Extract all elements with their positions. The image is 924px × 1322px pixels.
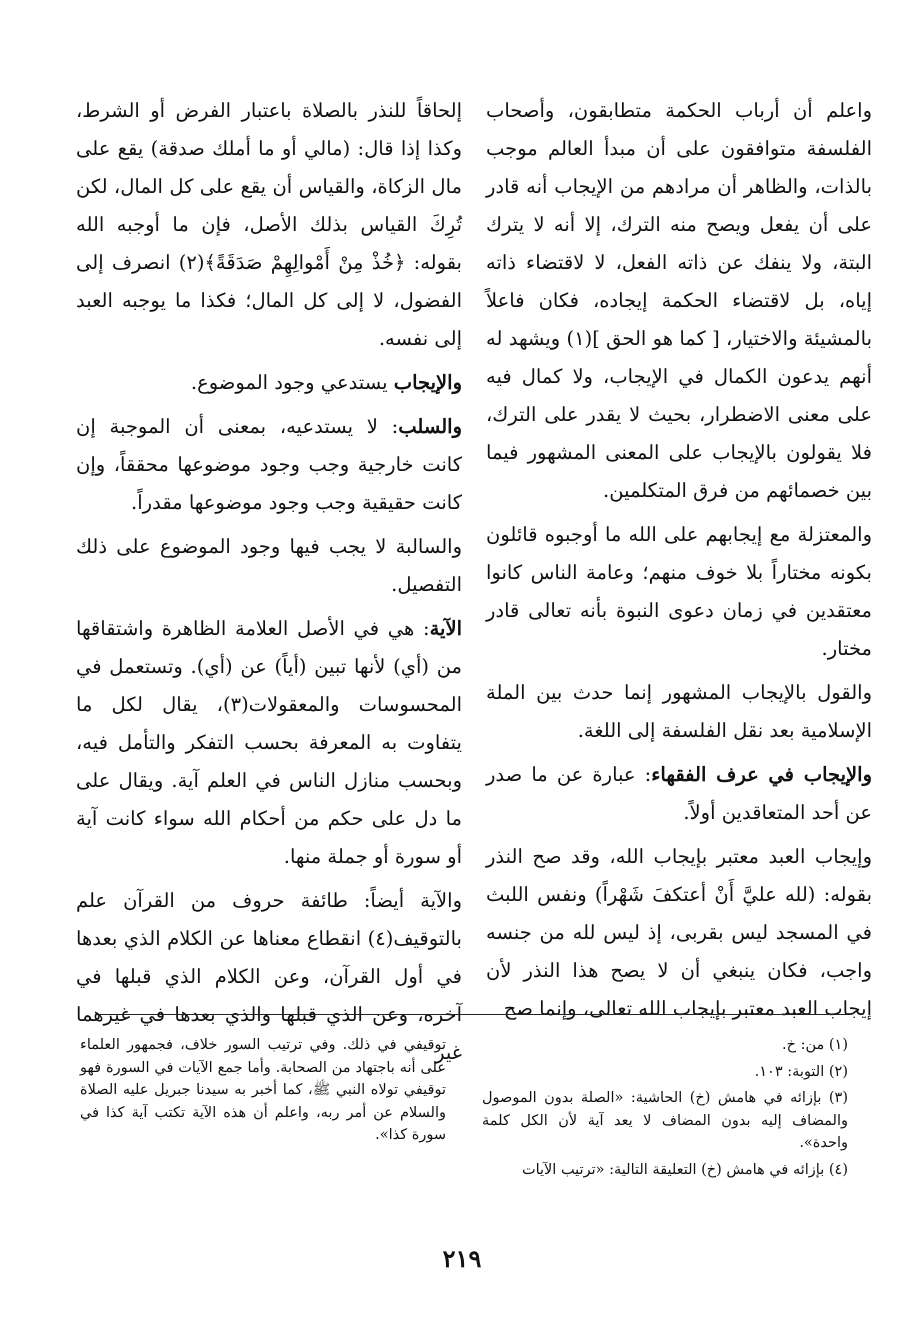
paragraph: وإيجاب العبد معتبر بإيجاب الله، وقد صح النذر بقوله: (لله عليَّ أَنْ أعتكفَ شَهْراً) ونفس اللبث في المسجد ليس بقربى، إذ ليس لله من جنسه واجب، فكان ينبغي أن لا يصح هذا النذر لأن إيجاب العبد معتبر بإيجاب الله تعالى، وإنما صح [486, 845, 872, 1020]
footnote-continuation-column [80, 1034, 446, 1151]
paragraph: إلحاقاً للنذر بالصلاة باعتبار الفرض أو الشرط، وكذا إذا قال: (مالي أو ما أملك صدقة) يقع على مال الزكاة، والقياس أن يقع على كل المال، لكن تُرِكَ القياس بذلك الأصل، فإن ما أوجبه الله بقوله: ﴿خُذْ مِنْ أَمْوالِهِمْ صَدَقَةً﴾(٢) انصرف إلى الفضول، لا إلى كل المال؛ فكذا ما يوجبه العبد إلى نفسه. [76, 99, 462, 350]
footnotes [482, 1034, 848, 1185]
footnote: (٢) التوبة: ١٠٣. [754, 1063, 848, 1080]
paragraph-salb: والسلب: لا يستدعيه، بمعنى أن الموجبة إن كانت خارجية وجب وجود موضوعها محققاً، وإن كانت حقيقية وجب وجود موضوعها مقدراً. [76, 415, 462, 514]
main-text-right-column [486, 92, 872, 1034]
paragraph-aya: الآية: هي في الأصل العلامة الظاهرة واشتقاقها من (أي) لأنها تبين (أياً) عن (أي). وتستعمل في المحسوسات والمعقولات(٣)، يقال لكل ما يتفاوت به المعرفة بحسب التفكر والتأمل فيه، وبحسب منازل الناس في العلم آية. ويقال على ما دل على حكم من أحكام الله سواء كانت آية أو سورة أو جملة منها. [76, 617, 463, 868]
footnote-continuation: توقيفي في ذلك. وفي ترتيب السور خلاف، فجمهور العلماء على أنه باجتهاد من الصحابة. وأما جمع الآيات في السورة فهو توقيفي تولاه النبي ﷺ، كما أخبر به سيدنا جبريل عليه الصلاة والسلام عن أمر ربه، واعلم أن هذه الآية تكتب آية كذا في سورة كذا». [80, 1037, 446, 1143]
footnote-divider [96, 1014, 848, 1015]
term-heading: الآية [429, 617, 462, 640]
footnote: (١) من: خ. [781, 1037, 848, 1053]
paragraph: والقول بالإيجاب المشهور إنما حدث بين الملة الإسلامية بعد نقل الفلسفة إلى اللغة. [486, 681, 872, 742]
footnote: (٣) بإزائه في هامش (خ) الحاشية: «الصلة بدون الموصول والمضاف إليه بدون المضاف لا يعد آية لأن الكل كلمة واحدة». [482, 1090, 848, 1151]
paragraph: والآية أيضاً: طائفة حروف من القرآن علم بالتوقيف(٤) انقطاع معناها عن الكلام الذي بعدها في أول القرآن، وعن الكلام الذي قبلها في آخره، وعن الذي قبلها والذي بعدها في غيرهما غير [76, 889, 462, 1064]
page-number: ٢١٩ [442, 1244, 482, 1273]
term-heading: والسلب [398, 415, 462, 438]
term-heading: والإيجاب في عرف الفقهاء [651, 763, 872, 786]
paragraph: واعلم أن أرباب الحكمة متطابقون، وأصحاب الفلسفة متوافقون على أن مبدأ العالم موجب بالذات، والظاهر أن مرادهم من الإيجاب أنه قادر على أن يفعل ويصح منه الترك، إلا أنه لا يترك البتة، ولا ينفك عن ذاته الفعل، لا لاقتضاء ذاته إياه، بل لاقتضاء الحكمة إيجاده، فكان فاعلاً بالمشيئة والاختيار، [ كما هو الحق ](١) ويشهد له أنهم يدعون الكمال في الإيجاب، ولا كمال فيه على معنى الاضطرار، بحيث لا يقدر على الترك، فلا يقولون بالإيجاب على المعنى المشهور فيما بين خصمائهم من فرق المتكلمين. [486, 99, 872, 502]
paragraph: والسالبة لا يجب فيها وجود الموضوع على ذلك التفصيل. [76, 535, 462, 596]
main-text-left-column [76, 92, 462, 1078]
paragraph: والمعتزلة مع إيجابهم على الله ما أوجبوه قائلون بكونه مختاراً بلا خوف منهم؛ وعامة الناس كانوا معتقدين في زمان دعوى النبوة بأنه تعالى قادر مختار. [486, 523, 872, 660]
term-heading: والإيجاب [393, 371, 462, 394]
paragraph-ijab-fiqh: والإيجاب في عرف الفقهاء: عبارة عن ما صدر عن أحد المتعاقدين أولاً. [486, 763, 872, 824]
footnote: (٤) بإزائه في هامش (خ) التعليقة التالية: «ترتيب الآيات [521, 1161, 848, 1178]
paragraph-ijab: والإيجاب يستدعي وجود الموضوع. [190, 371, 462, 394]
